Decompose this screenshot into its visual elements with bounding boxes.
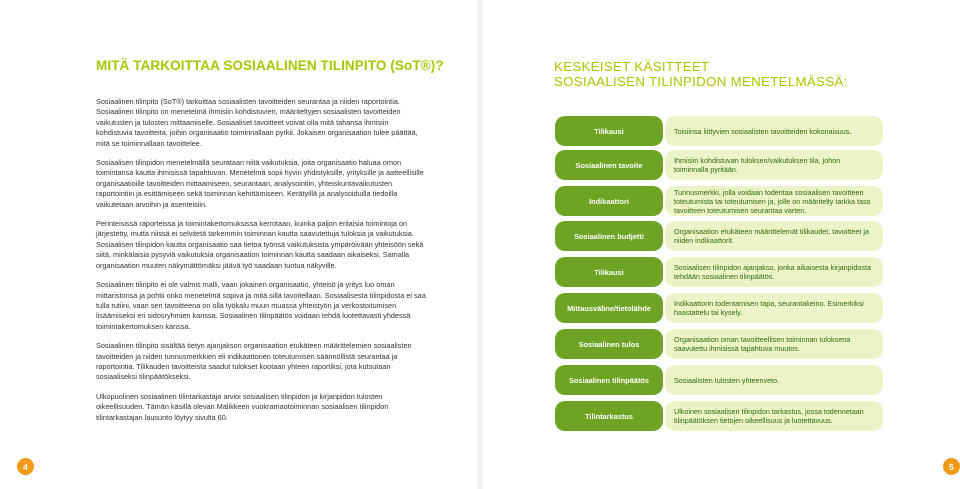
term-row (555, 150, 885, 180)
right-title-line-1: KESKEISET KÄSITTEET (554, 59, 710, 74)
body-paragraph: Ulkopuolinen sosiaalinen tilintarkastaja arvioi sosiaalisen tilinpidon ja kirjanpidon tulosten oikeellisuuden. Tämän käsillä olevan Malikkeen vuokramaotoiminnan sosiaalisen tilinpidon tilintarkastajan lausunto löytyy sivulta 60. (96, 391, 389, 422)
term-row (555, 293, 885, 323)
right-page-title (554, 59, 848, 89)
term-row (555, 257, 885, 287)
term-label: Indikaattori (555, 186, 663, 216)
body-paragraph: Sosiaalisen tilinpidon menetelmällä seurataan niitä vaikutuksia, joita organisaatio haluaa omon toimintansa kautta ihmisissä tapahtuvan. Menetelmä sopii hyvin yhdistyksille, yrityksille ja aatteellisille organisaatioille tavoitteiden mittaamiseen, seurantaan, analysointiin, yhteiskuntavaikutusten raportointiin ja esittämiseen sekä toiminnan kehittämiseen. Kerätyillä ja analysoiduilla tiedoilla vaikutetaan arvoihin ja asenteisiin. (96, 158, 424, 209)
term-label: Mittausväline/tietolähde (555, 293, 663, 323)
book-spine (478, 0, 482, 489)
term-definition: Organisaation etukäteen määrittelemät tilikaudet, tavoitteet ja niiden indikaattorit. (665, 221, 883, 251)
term-row (555, 365, 885, 395)
term-definition: Organisaation oman tavoitteellisen toiminnan tuloksena saavutettu ihmisissä tapahtuva muutos. (665, 329, 883, 359)
term-label: Tilikausi (555, 116, 663, 146)
term-definition: Toisiinsa liittyvien sosiaalisten tavoitteiden kokonaisuus. (665, 116, 883, 146)
body-paragraph: Perinteisissä raporteissa ja toimintakertomuksissa kerrotaan, kuinka paljon erilaisia toimintoja on järjestetty, mutta niissä ei selvitetä tarkemmin toiminnan kautta saavutettuja tuloksia ja vaikutuksia. Sosiaalisen tilinpidon kautta organisaatio saa tietoa työnsä vaikutuksista ympäröivään yhteisöön sekä siitä, minkälaisia pysyviä vaikutuksia organisaation toiminnan kautta saadaan aikaiseksi. Samalla organisaation muuten näkymättömäksi jäävä työ saadaan tuotua näkyville. (96, 219, 424, 270)
term-row (555, 186, 885, 216)
term-definition: Ihmisiin kohdistuvan tuloksen/vaikutuksen tila, johon toiminnalla pyritään. (665, 150, 883, 180)
body-paragraph: Sosiaalinen tilinpito sisältää tietyn ajanjakson organisaation etukäteen määrittelemien sosiaalisten tavoitteiden ja niiden tunnusmerkkien eli indikaattorien toteutumisen säännöllistä seurantaa ja raportointia. Tilikauden tavoitteista saadut tulokset kootaan yhteen raportiksi, jota kutsutaan sosiaaliseksi tilinpäätökseksi. (96, 341, 412, 382)
right-title-line-2: SOSIAALISEN TILINPIDON MENETELMÄSSÄ: (554, 74, 848, 89)
term-label: Tilikausi (555, 257, 663, 287)
body-paragraph: Sosiaalinen tilinpito (SoT®) tarkoittaa sosiaalisten tavoitteiden seurantaa ja niiden raportointia. Sosiaalinen tilinpito on menetelmä ihmisiin kohdistuvien, määriteltyjen sosiaalisten tavoitteiden vaikutusten ja tulosten mittaamiselle. Sosiaaliset tavoitteet voivat olla mitä tahansa ihmisiin kohdistuvia tavoitteita, joihin organisaatio toiminnallaan pyrkii. Jokaisen organisaation tulee päättää, mitä se toiminnallaan tavoittelee. (96, 97, 418, 148)
term-definition: Tunnusmerkki, jolla voidaan todentaa sosiaalisen tavoitteen toteutumista tai toteutumisen ja, jolle on määritelty tarkka taso tavoitteen toteutumisen seurantaa varten. (665, 186, 883, 216)
term-row (555, 116, 885, 146)
term-row (555, 329, 885, 359)
term-definition: Ulkoinen sosiaalisen tilinpidon tarkastus, jossa todennetaan tilinpäätöksen tietojen oikeellisuus ja luotettavuus. (665, 401, 883, 431)
left-page-body (96, 97, 426, 423)
left-page-title: MITÄ TARKOITTAA SOSIAALINEN TILINPITO (SoT®)? (96, 58, 444, 73)
term-label: Sosiaalinen budjetti (555, 221, 663, 251)
term-label: Sosiaalinen tilinpäätös (555, 365, 663, 395)
page-number-right: 5 (943, 458, 960, 475)
term-row (555, 401, 885, 431)
body-paragraph: Sosiaalinen tilinpito ei ole valmis malli, vaan jokainen organisaatio, yhteisö ja yritys luo oman mittaristonsa ja pohtii onko menetelmä sopiva ja mitä sillä tavoitellaan. Sosiaalisesta tilinpidosta ei saa tulla rutiini, vaan sen tavoitteena on olla työkalu muun muassa yhteistyön ja verkostoitumisen lisäämiseksi eri sidosryhmien kanssa. Sosiaalinen tilinpäätös voidaan tehdä luotettavasti yhdessä toimintakertomuksen kanssa. (96, 280, 426, 331)
term-label: Sosiaalinen tulos (555, 329, 663, 359)
term-definition: Sosiaalisten tulosten yhteenveto. (665, 365, 883, 395)
term-label: Tilintarkastus (555, 401, 663, 431)
term-label: Sosiaalinen tavoite (555, 150, 663, 180)
term-definition: Sosiaalisen tilinpidon ajanjakso, jonka aikaisesta kirjanpidosta tehdään sosiaalinen tilinpäätös. (665, 257, 883, 287)
term-definition: Indikaattorin todentamisen tapa, seurantakeino. Esimerkiksi haastattelu tai kysely. (665, 293, 883, 323)
page-number-left: 4 (17, 458, 34, 475)
term-row (555, 221, 885, 251)
left-page (96, 58, 444, 432)
